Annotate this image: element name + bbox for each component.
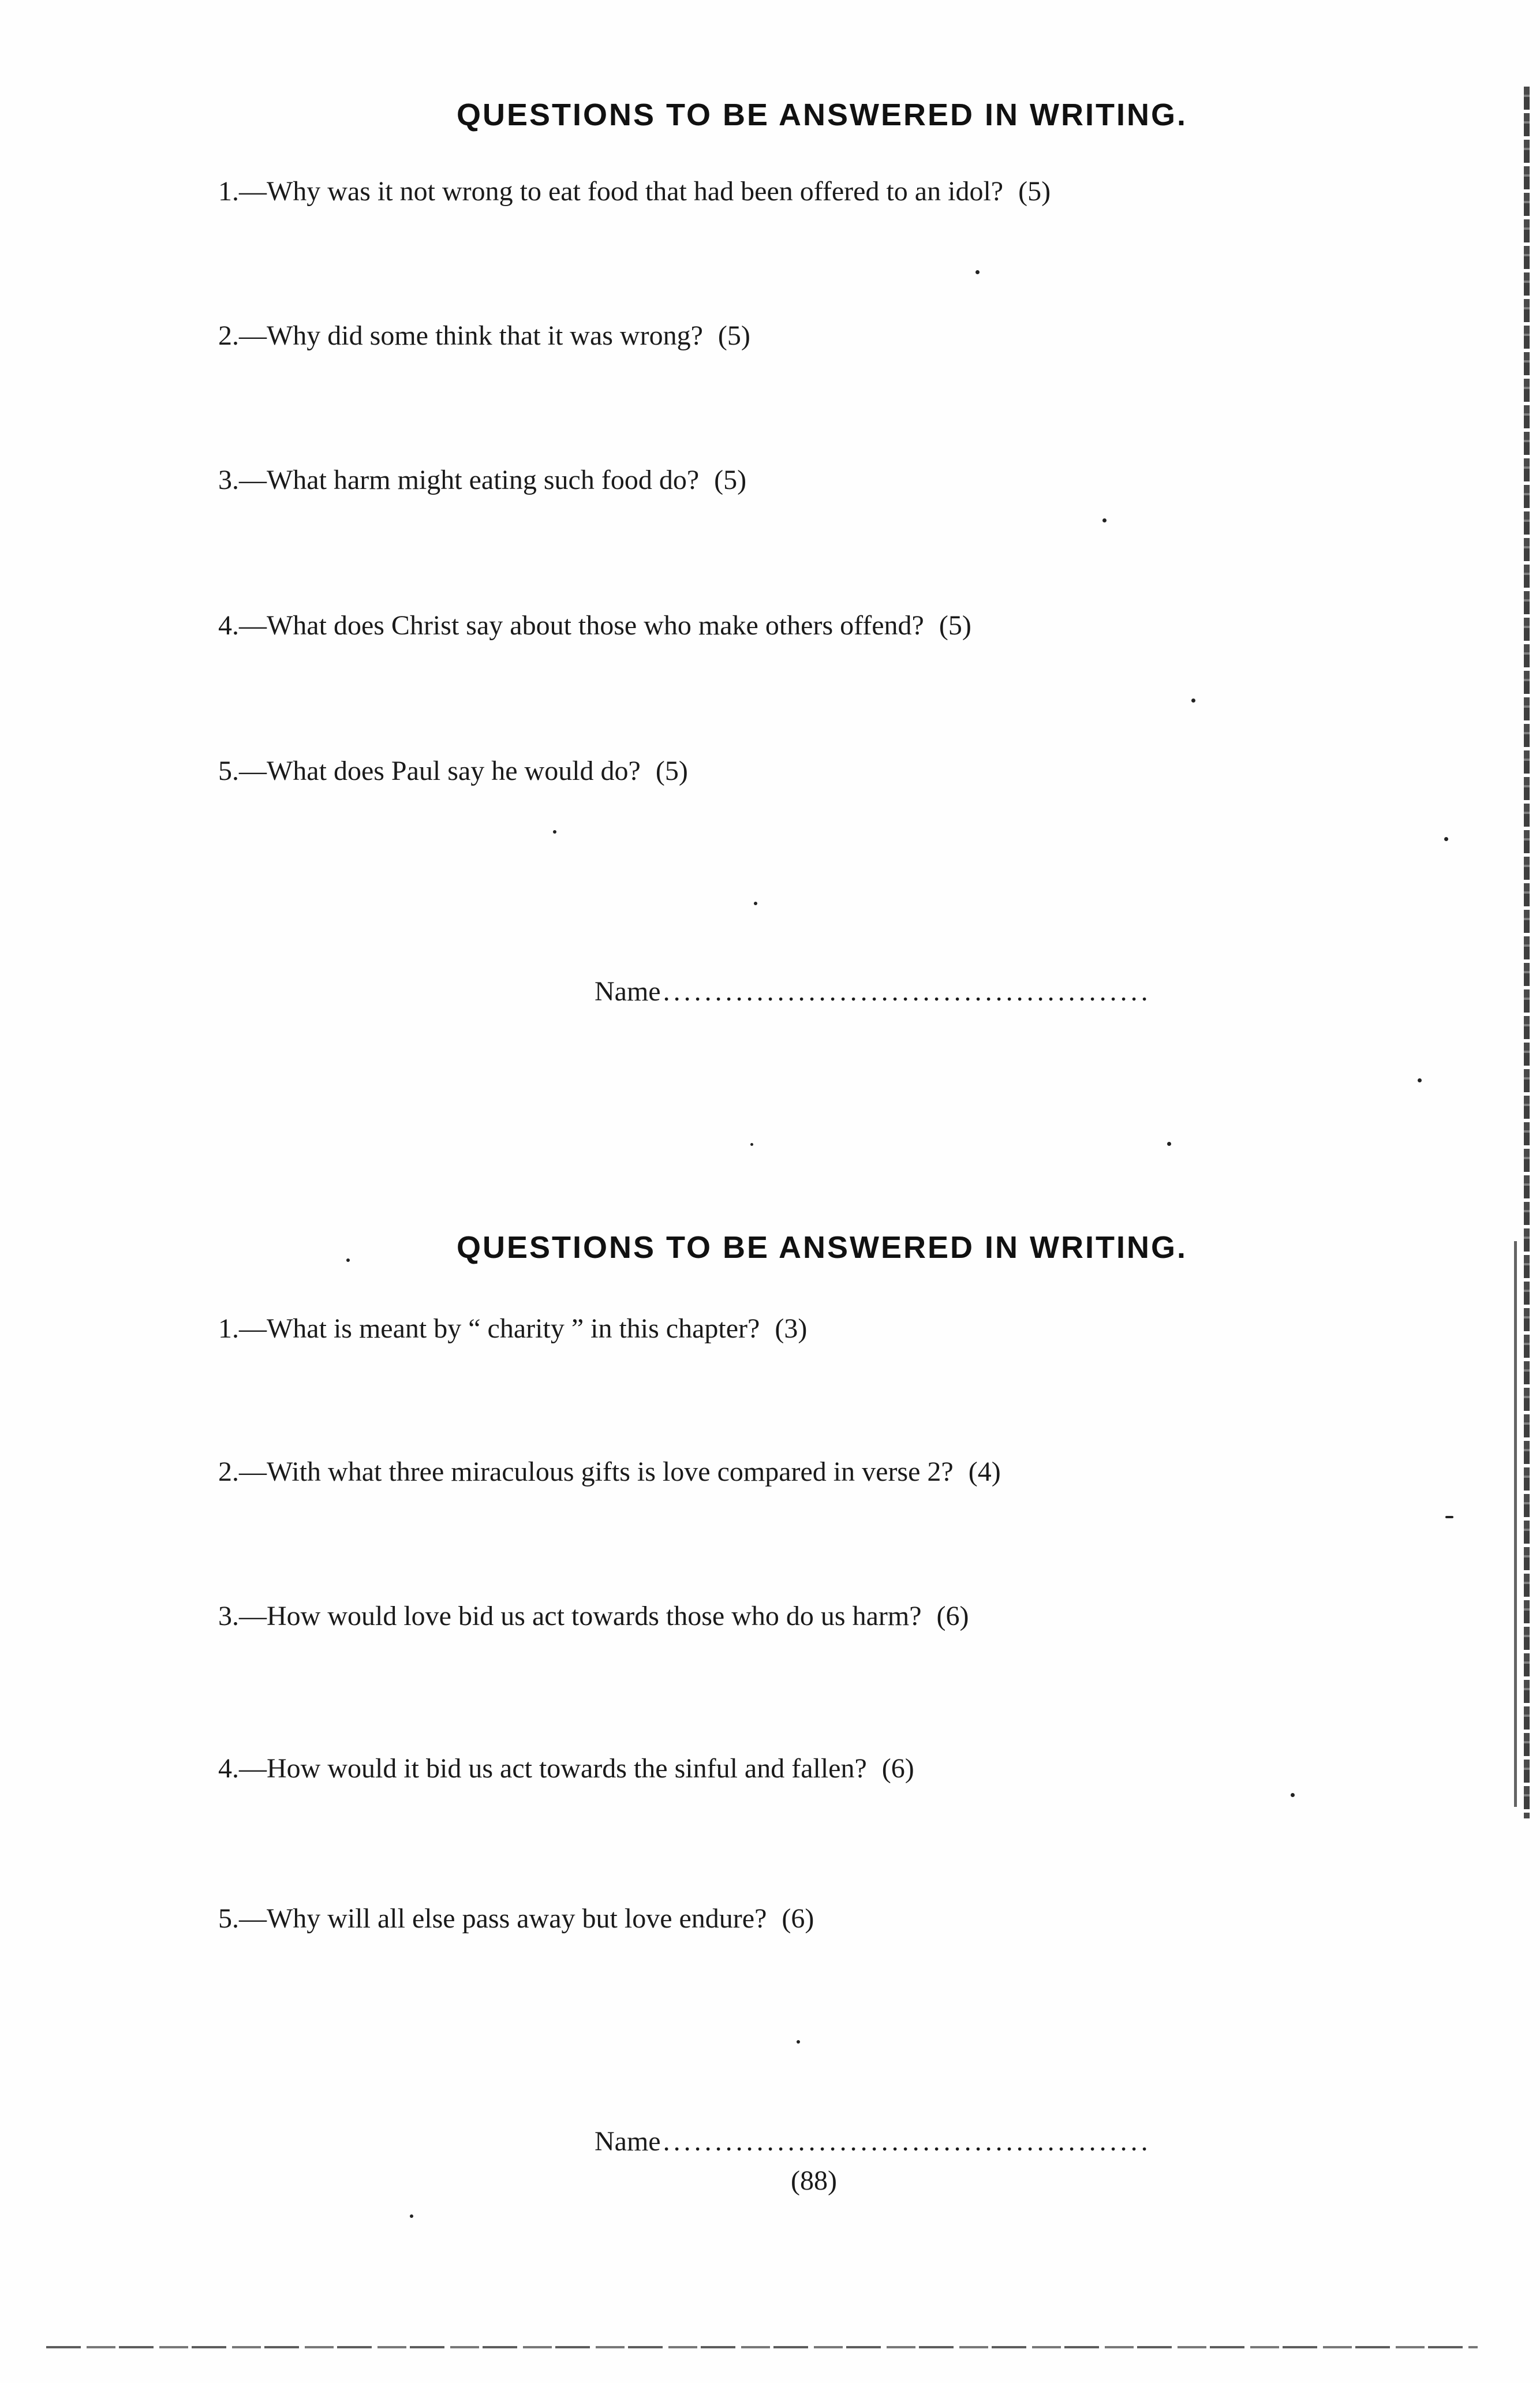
scan-speck [975, 270, 980, 274]
scan-edge-artifact-inner [1514, 1241, 1517, 1807]
scan-speck [1291, 1793, 1295, 1797]
question-item [218, 319, 750, 353]
name-dotted-line: ............................................... [663, 976, 1152, 1007]
question-item [218, 1902, 814, 1936]
scan-speck [1167, 1142, 1171, 1146]
question-number: 2.— [218, 320, 267, 351]
question-text: Why will all else pass away but love endure? [267, 1903, 767, 1934]
page-number: (88) [791, 2165, 837, 2196]
question-text: What harm might eating such food do? [267, 465, 700, 495]
question-number: 4.— [218, 610, 267, 641]
question-text: What is meant by “ charity ” in this chapter? [267, 1313, 760, 1344]
question-item [218, 463, 746, 498]
scan-speck [797, 2040, 800, 2044]
question-text: Why was it not wrong to eat food that had been offered to an idol? [267, 176, 1004, 207]
scan-speck [1445, 1516, 1453, 1518]
question-points: (5) [1018, 176, 1051, 207]
question-points: (4) [968, 1456, 1001, 1487]
question-item [218, 1455, 1001, 1489]
question-item [218, 174, 1051, 209]
question-text: Why did some think that it was wrong? [267, 320, 703, 351]
question-number: 1.— [218, 1313, 267, 1344]
question-item [218, 754, 688, 789]
name-label: Name [595, 2126, 661, 2157]
question-points: (6) [936, 1601, 969, 1631]
section-title: QUESTIONS TO BE ANSWERED IN WRITING. [456, 98, 1188, 132]
question-text: With what three miraculous gifts is love compared in verse 2? [267, 1456, 954, 1487]
question-points: (5) [939, 610, 971, 641]
scan-edge-artifact [1524, 87, 1530, 1818]
name-label: Name [595, 976, 661, 1007]
scan-speck [750, 1143, 753, 1146]
scan-speck [1102, 518, 1107, 522]
question-number: 5.— [218, 756, 267, 786]
scan-speck [410, 2214, 413, 2218]
question-text: How would it bid us act towards the sinful and fallen? [267, 1753, 867, 1784]
scan-speck [553, 830, 556, 834]
question-number: 2.— [218, 1456, 267, 1487]
scan-speck [1444, 837, 1448, 841]
question-number: 3.— [218, 465, 267, 495]
name-field[interactable] [595, 976, 1152, 1007]
question-item [218, 1751, 914, 1786]
question-text: How would love bid us act towards those who do us harm? [267, 1601, 922, 1631]
question-points: (3) [775, 1313, 808, 1344]
question-item [218, 1312, 807, 1346]
scan-bottom-artifact [46, 2346, 1478, 2348]
question-points: (5) [714, 465, 747, 495]
name-dotted-line: ............................................... [663, 2126, 1152, 2157]
question-number: 4.— [218, 1753, 267, 1784]
scan-speck [754, 902, 757, 905]
question-points: (5) [655, 756, 688, 786]
scan-speck [1418, 1078, 1422, 1082]
question-text: What does Paul say he would do? [267, 756, 641, 786]
scan-speck [1191, 699, 1195, 703]
question-number: 3.— [218, 1601, 267, 1631]
question-number: 5.— [218, 1903, 267, 1934]
section-title: QUESTIONS TO BE ANSWERED IN WRITING. [456, 1230, 1188, 1265]
question-points: (5) [717, 320, 750, 351]
question-text: What does Christ say about those who make others offend? [267, 610, 924, 641]
question-item [218, 1599, 969, 1634]
question-points: (6) [881, 1753, 914, 1784]
name-field[interactable] [595, 2126, 1152, 2157]
question-number: 1.— [218, 176, 267, 207]
question-item [218, 608, 971, 643]
question-points: (6) [782, 1903, 814, 1934]
